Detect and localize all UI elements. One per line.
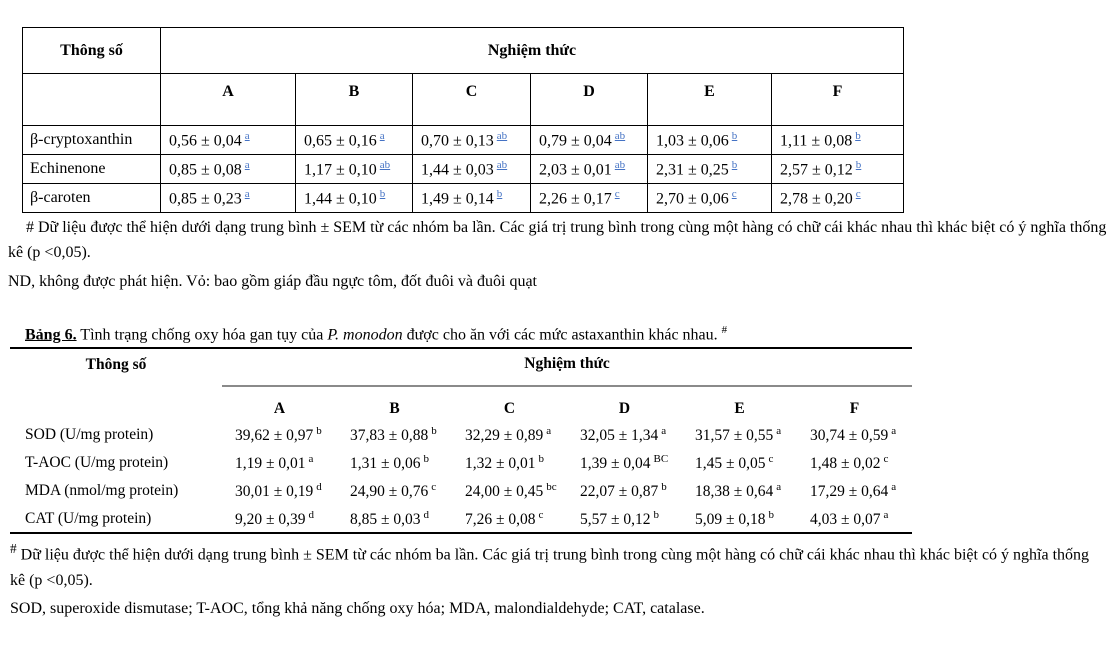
sig-letter: ab: [496, 158, 508, 171]
sig-letter: a: [244, 187, 250, 200]
sig-letter: d: [423, 508, 430, 521]
sig-letter: d: [308, 508, 315, 521]
mean-sem: 0,65 ± 0,16: [304, 132, 377, 150]
value-cell: [296, 126, 413, 155]
row-label: T-AOC (U/mg protein): [25, 454, 169, 472]
value-cell: [648, 155, 772, 184]
sig-letter: b: [731, 158, 738, 171]
table-row: [10, 477, 912, 505]
footnote-nd: ND, không được phát hiện. Vỏ: bao gồm giáp đầu ngực tôm, đốt đuôi và đuôi quạt: [8, 273, 537, 290]
mean-sem: 22,07 ± 0,87: [580, 483, 659, 501]
column-header-d: D: [618, 400, 631, 418]
column-header-a: A: [161, 74, 296, 126]
sig-letter: ab: [614, 158, 626, 171]
value-cell: [222, 449, 337, 477]
value-cell: [413, 126, 531, 155]
value-cell: [337, 505, 452, 533]
sig-letter: c: [431, 481, 437, 494]
value-cell: [161, 155, 296, 184]
value-cell: [222, 477, 337, 505]
sig-letter: b: [431, 425, 437, 438]
mean-sem: 2,70 ± 0,06: [656, 190, 729, 208]
value-cell: [567, 449, 682, 477]
value-cell: [567, 477, 682, 505]
mean-sem: 17,29 ± 0,64: [810, 483, 889, 501]
empty-cell: [10, 386, 222, 421]
value-cell: [452, 477, 567, 505]
value-cell: [648, 184, 772, 213]
sig-letter: ab: [379, 158, 391, 171]
value-cell: [772, 155, 904, 184]
sig-letter: c: [855, 187, 861, 200]
sig-letter: a: [891, 481, 897, 494]
param-header-cell: Thông số: [23, 28, 161, 74]
table-row: [10, 421, 912, 449]
mean-sem: 5,57 ± 0,12: [580, 510, 651, 528]
mean-sem: 1,19 ± 0,01: [235, 455, 306, 473]
mean-sem: 8,85 ± 0,03: [350, 510, 421, 528]
value-cell: [296, 155, 413, 184]
mean-sem: 9,20 ± 0,39: [235, 510, 306, 528]
mean-sem: 2,57 ± 0,12: [780, 161, 853, 179]
antioxidant-table: [10, 351, 912, 534]
mean-sem: 2,26 ± 0,17: [539, 190, 612, 208]
value-cell: [567, 505, 682, 533]
mean-sem: 39,62 ± 0,97: [235, 427, 314, 445]
value-cell: [296, 184, 413, 213]
mean-sem: 18,38 ± 0,64: [695, 483, 774, 501]
mean-sem: 2,03 ± 0,01: [539, 161, 612, 179]
param-header-cell: Thông số: [85, 355, 147, 373]
footnote-mark: #: [10, 541, 17, 556]
table-row: [10, 351, 912, 386]
value-cell: [567, 421, 682, 449]
value-cell: [222, 421, 337, 449]
sig-letter: b: [316, 425, 322, 438]
table6-caption-label: Bảng 6.: [25, 326, 77, 344]
sig-letter: a: [244, 129, 250, 142]
sig-letter: BC: [653, 453, 669, 466]
sig-letter: b: [731, 129, 738, 142]
mean-sem: 0,56 ± 0,04: [169, 132, 242, 150]
row-label: CAT (U/mg protein): [25, 509, 152, 527]
mean-sem: 0,79 ± 0,04: [539, 132, 612, 150]
sig-letter: d: [316, 481, 322, 494]
row-label: Echinenone: [23, 155, 161, 184]
sig-letter: b: [855, 129, 861, 142]
value-cell: [531, 184, 648, 213]
mean-sem: 4,03 ± 0,07: [810, 510, 881, 528]
treatment-header-cell: Nghiệm thức: [222, 351, 912, 386]
mean-sem: 1,44 ± 0,03: [421, 161, 494, 179]
column-header-c: C: [503, 400, 516, 418]
mean-sem: 0,85 ± 0,08: [169, 161, 242, 179]
empty-cell: [23, 74, 161, 126]
mean-sem: 2,78 ± 0,20: [780, 190, 853, 208]
value-cell: [682, 449, 797, 477]
value-cell: [337, 421, 452, 449]
value-cell: [452, 505, 567, 533]
row-label: β-caroten: [23, 184, 161, 213]
sig-letter: b: [423, 453, 430, 466]
sig-letter: c: [538, 508, 544, 521]
value-cell: [531, 126, 648, 155]
value-cell: [682, 477, 797, 505]
value-cell: [772, 126, 904, 155]
value-cell: [337, 449, 452, 477]
column-header-c: C: [413, 74, 531, 126]
table-row: [23, 184, 904, 213]
column-header-b: B: [296, 74, 413, 126]
mean-sem: 31,57 ± 0,55: [695, 427, 774, 445]
value-cell: [531, 155, 648, 184]
value-cell: [797, 505, 912, 533]
sig-letter: ab: [496, 129, 508, 142]
table-row: [10, 449, 912, 477]
mean-sem: 1,48 ± 0,02: [810, 455, 881, 473]
value-cell: [772, 184, 904, 213]
footnote-abbreviations: SOD, superoxide dismutase; T-AOC, tổng khả năng chống oxy hóa; MDA, malondialdehyde; CAT, catalase.: [10, 600, 705, 617]
sig-letter: a: [776, 481, 782, 494]
mean-sem: 37,83 ± 0,88: [350, 427, 429, 445]
sig-letter: b: [855, 158, 862, 171]
table-row: [10, 505, 912, 533]
value-cell: [797, 421, 912, 449]
mean-sem: 2,31 ± 0,25: [656, 161, 729, 179]
treatment-header-cell: Nghiệm thức: [161, 28, 904, 74]
footnote-sem-bottom: [10, 536, 1107, 594]
sig-letter: a: [379, 129, 385, 142]
value-cell: [161, 126, 296, 155]
column-header-f: F: [772, 74, 904, 126]
row-label: β-cryptoxanthin: [23, 126, 161, 155]
sig-letter: b: [653, 508, 660, 521]
mean-sem: 1,32 ± 0,01: [465, 455, 536, 473]
mean-sem: 5,09 ± 0,18: [695, 510, 766, 528]
sig-letter: a: [546, 425, 552, 438]
value-cell: [222, 505, 337, 533]
mean-sem: 24,90 ± 0,76: [350, 483, 429, 501]
table-row: [23, 126, 904, 155]
mean-sem: 1,44 ± 0,10: [304, 190, 377, 208]
sig-letter: a: [244, 158, 250, 171]
footnote-text: Dữ liệu được thể hiện dưới dạng trung bình ± SEM từ các nhóm ba lần. Các giá trị trung bình trong cùng một hàng có chữ cái khác nhau thì khác biệt có ý nghĩa thống kê (p <0,05).: [10, 546, 1090, 590]
sig-letter: b: [379, 187, 386, 200]
value-cell: [413, 155, 531, 184]
value-cell: [161, 184, 296, 213]
sig-letter: a: [308, 453, 314, 466]
mean-sem: 1,03 ± 0,06: [656, 132, 729, 150]
sig-letter: c: [614, 187, 620, 200]
species-name: P. monodon: [327, 326, 403, 344]
row-label: SOD (U/mg protein): [25, 426, 154, 444]
mean-sem: 7,26 ± 0,08: [465, 510, 536, 528]
column-header-b: B: [389, 400, 400, 418]
footnote-sem-top: # Dữ liệu được thể hiện dưới dạng trung bình ± SEM từ các nhóm ba lần. Các giá trị trung bình trong cùng một hàng có chữ cái khác nhau thì khác biệt có ý nghĩa thống kê (p <0,05).: [8, 219, 1107, 261]
value-cell: [648, 126, 772, 155]
column-header-a: A: [273, 400, 286, 418]
table-row: [23, 155, 904, 184]
carotenoid-table: [22, 27, 904, 213]
mean-sem: 0,85 ± 0,23: [169, 190, 242, 208]
sig-letter: b: [768, 508, 775, 521]
mean-sem: 0,70 ± 0,13: [421, 132, 494, 150]
table-row: [23, 74, 904, 126]
value-cell: [337, 477, 452, 505]
value-cell: [682, 505, 797, 533]
sig-letter: c: [768, 453, 774, 466]
value-cell: [682, 421, 797, 449]
column-header-e: E: [734, 400, 745, 418]
sig-letter: bc: [546, 481, 557, 494]
mean-sem: 32,05 ± 1,34: [580, 427, 659, 445]
caption-footnote-mark: #: [721, 324, 728, 336]
mean-sem: 1,39 ± 0,04: [580, 455, 651, 473]
mean-sem: 30,74 ± 0,59: [810, 427, 889, 445]
mean-sem: 1,11 ± 0,08: [780, 132, 853, 150]
sig-letter: ab: [614, 129, 626, 142]
sig-letter: c: [731, 187, 737, 200]
column-header-e: E: [648, 74, 772, 126]
mean-sem: 1,17 ± 0,10: [304, 161, 377, 179]
caption-text: được cho ăn với các mức astaxanthin khác nhau.: [402, 326, 722, 344]
value-cell: [797, 477, 912, 505]
table6-section: [10, 320, 912, 534]
sig-letter: c: [883, 453, 889, 466]
column-header-f: F: [849, 400, 860, 418]
sig-letter: a: [891, 425, 897, 438]
sig-letter: b: [538, 453, 545, 466]
sig-letter: b: [661, 481, 667, 494]
mean-sem: 30,01 ± 0,19: [235, 483, 314, 501]
table-row: [10, 386, 912, 421]
caption-text: Tình trạng chống oxy hóa gan tụy của: [76, 326, 328, 344]
row-label: MDA (nmol/mg protein): [25, 482, 179, 500]
value-cell: [413, 184, 531, 213]
mean-sem: 1,45 ± 0,05: [695, 455, 766, 473]
mean-sem: 1,49 ± 0,14: [421, 190, 494, 208]
table6-caption: [10, 320, 912, 349]
mean-sem: 24,00 ± 0,45: [465, 483, 544, 501]
mean-sem: 32,29 ± 0,89: [465, 427, 544, 445]
sig-letter: b: [496, 187, 503, 200]
table-row: [23, 28, 904, 74]
sig-letter: a: [776, 425, 782, 438]
column-header-d: D: [531, 74, 648, 126]
sig-letter: a: [883, 508, 889, 521]
value-cell: [797, 449, 912, 477]
value-cell: [452, 421, 567, 449]
value-cell: [452, 449, 567, 477]
mean-sem: 1,31 ± 0,06: [350, 455, 421, 473]
sig-letter: a: [661, 425, 667, 438]
